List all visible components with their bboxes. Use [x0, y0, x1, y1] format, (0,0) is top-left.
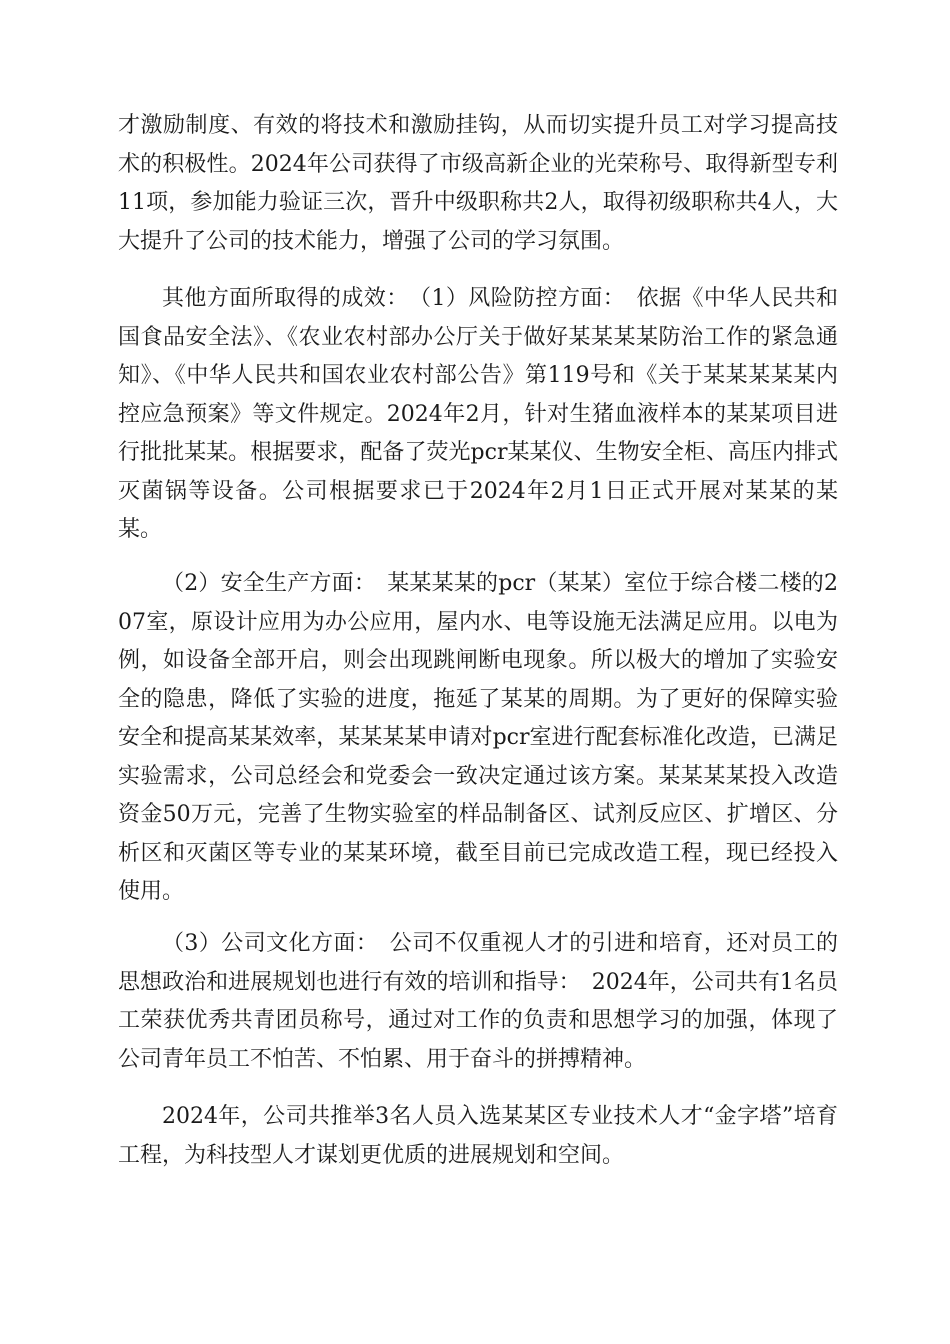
paragraph-company-culture: （3）公司文化方面： 公司不仅重视人才的引进和培育，还对员工的思想政治和进展规划也进行有效的培训和指导： 2024年，公司共有1名员工荣获优秀共青团员称号，通过对工作的负责和思想学习的加强，体现了公司青年员工不怕苦、不怕累、用于奋斗的拼搏精神。	[118, 931, 838, 1072]
paragraph-talent-incentive: 才激励制度、有效的将技术和激励挂钩，从而切实提升员工对学习提高技术的积极性。2024年公司获得了市级高新企业的光荣称号、取得新型专利11项，参加能力验证三次，晋升中级职称共2人，取得初级职称共4人，大大提升了公司的技术能力，增强了公司的学习氛围。	[118, 113, 838, 254]
paragraph-risk-control: 其他方面所取得的成效： （1）风险防控方面： 依据《中华人民共和国食品安全法》、《农业农村部办公厅关于做好某某某某防治工作的紧急通知》、《中华人民共和国农业农村部公告》第119号和《关于某某某某某内控应急预案》等文件规定。2024年2月，针对生猪血液样本的某某项目进行批批某某。根据要求，配备了荧光pcr某某仪、生物安全柜、高压内排式灭菌锅等设备。公司根据要求已于2024年2月1日正式开展对某某的某某。	[118, 286, 838, 542]
paragraph-safety-production: （2）安全生产方面： 某某某某的pcr（某某）室位于综合楼二楼的207室，原设计应用为办公应用，屋内水、电等设施无法满足应用。以电为例，如设备全部开启，则会出现跳闸断电现象。所以极大的增加了实验安全的隐患，降低了实验的进度，拖延了某某的周期。为了更好的保障实验安全和提高某某效率，某某某某申请对pcr室进行配套标准化改造，已满足实验需求，公司总经会和党委会一致决定通过该方案。某某某某投入改造资金50万元，完善了生物实验室的样品制备区、试剂反应区、扩增区、分析区和灭菌区等专业的某某环境，截至目前已完成改造工程，现已经投入使用。	[118, 571, 838, 904]
paragraph-talent-pyramid: 2024年，公司共推举3名人员入选某某区专业技术人才“金字塔”培育工程，为科技型人才谋划更优质的进展规划和空间。	[118, 1104, 838, 1168]
